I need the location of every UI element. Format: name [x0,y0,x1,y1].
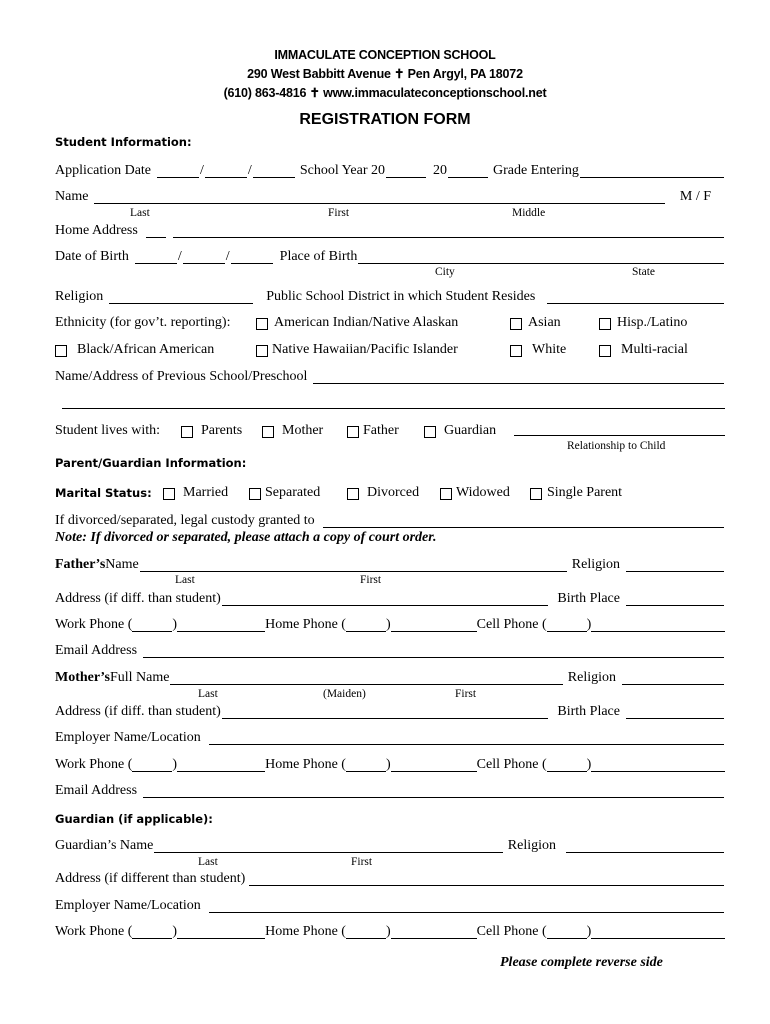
father-birth-place-field[interactable] [626,590,724,606]
father-home-area-field[interactable] [346,616,386,632]
guardian-name-field[interactable] [154,837,502,853]
paren-close: ) [172,924,178,939]
mother-email-label: Email Address [55,783,138,798]
student-name-row [55,187,725,207]
sex-options[interactable]: M / F [679,189,711,204]
dob-row [55,247,725,267]
school-name: IMMACULATE CONCEPTION SCHOOL [274,48,496,62]
mother-email-field[interactable] [143,782,724,798]
lives-father[interactable] [347,421,399,441]
paren-close: ) [586,924,592,939]
guardian-work-phone-field[interactable] [177,923,265,939]
lives-with-label: Student lives with: [55,423,160,438]
guardian-religion-label: Religion [507,838,556,853]
mother-birth-place-label: Birth Place [557,704,620,719]
application-date-label: Application Date [55,163,152,178]
father-name-field[interactable] [140,556,567,572]
father-religion-field[interactable] [626,556,724,572]
paren-close: ) [385,757,391,772]
eth-asian[interactable] [510,313,561,333]
state-caption: State [632,266,655,278]
district-field[interactable] [547,288,724,304]
eth-white[interactable] [510,340,566,360]
marital-married[interactable] [163,483,228,503]
mother-birth-place-field[interactable] [626,703,724,719]
marital-status-label: Marital Status: [55,486,152,500]
checkbox-icon[interactable] [256,318,268,330]
court-order-note: Note: If divorced or separated, please attach a copy of court order. [55,530,437,545]
option-label: Widowed [456,485,510,500]
school-year-twenty: 20 [432,163,447,178]
marital-widowed[interactable] [440,483,510,503]
mother-cell-area-field[interactable] [547,756,587,772]
lives-parents[interactable] [181,421,242,441]
father-work-area-field[interactable] [132,616,172,632]
mother-name-row [55,668,725,688]
checkbox-icon[interactable] [249,488,261,500]
mother-name-field[interactable] [170,669,562,685]
lives-mother[interactable] [262,421,323,441]
previous-school-field[interactable] [313,368,724,384]
option-label: American Indian/Native Alaskan [274,315,459,330]
last-caption: Last [130,207,150,219]
father-email-label: Email Address [55,643,138,658]
eth-hispanic[interactable] [599,313,687,333]
checkbox-icon[interactable] [163,488,175,500]
school-year-start-field[interactable] [386,162,426,178]
dob-year-field[interactable] [231,248,273,264]
application-date-row [55,161,725,181]
checkbox-icon[interactable] [440,488,452,500]
father-address-field[interactable] [222,590,549,606]
eth-black[interactable] [55,340,214,360]
mother-home-phone-field[interactable] [391,756,477,772]
guardian-work-phone-label: Work Phone ( [55,924,133,939]
slash: / [247,163,252,178]
guardian-address-label: Address (if different than student) [55,871,246,886]
student-name-field[interactable] [94,188,664,204]
guardian-cell-phone-label: Cell Phone ( [476,924,547,939]
school-header [0,46,770,103]
mother-religion-label: Religion [567,670,616,685]
app-month-field[interactable] [157,162,199,178]
father-address-label: Address (if diff. than student) [55,591,221,606]
previous-school-field-line2[interactable] [62,408,725,409]
option-label: Parents [201,423,243,438]
checkbox-icon[interactable] [347,426,359,438]
father-religion-label: Religion [571,557,620,572]
slash: / [225,249,230,264]
home-address-label: Home Address [55,223,138,238]
checkbox-icon[interactable] [530,488,542,500]
guardian-home-area-field[interactable] [346,923,386,939]
option-label: Black/African American [77,342,215,357]
father-address-row [55,589,725,609]
father-name-label: Name [105,557,139,572]
option-label: Multi-racial [621,342,688,357]
checkbox-icon[interactable] [510,318,522,330]
father-email-row [55,641,725,661]
checkbox-icon[interactable] [599,318,611,330]
custody-field[interactable] [323,512,724,528]
guardian-cell-phone-field[interactable] [591,923,725,939]
mother-employer-label: Employer Name/Location [55,730,201,745]
checkbox-icon[interactable] [510,345,522,357]
option-label: Asian [528,315,561,330]
religion-label: Religion [55,289,104,304]
eth-hawaiian[interactable] [256,340,458,360]
guardian-address-field[interactable] [249,870,724,886]
relationship-field[interactable] [514,435,725,436]
father-first-caption: First [360,574,382,586]
form-title: REGISTRATION FORM [299,111,471,128]
paren-close: ) [172,757,178,772]
grade-entering-label: Grade Entering [492,163,579,178]
mother-address-label: Address (if diff. than student) [55,704,221,719]
ethnicity-label: Ethnicity (for gov’t. reporting): [55,315,231,330]
father-home-phone-field[interactable] [391,616,477,632]
slash: / [200,163,204,178]
mother-label-bold: Mother’s [55,670,110,685]
checkbox-icon[interactable] [181,426,193,438]
mother-maiden-caption: (Maiden) [323,688,366,700]
father-cell-area-field[interactable] [547,616,587,632]
home-address-row [55,221,725,241]
option-label: Divorced [367,485,420,500]
dob-month-field[interactable] [135,248,177,264]
home-address-field[interactable] [173,222,724,238]
marital-single-parent[interactable] [530,483,622,503]
paren-close: ) [172,617,178,632]
religion-row [55,287,725,307]
marital-divorced[interactable] [347,483,419,503]
checkbox-icon[interactable] [256,345,268,357]
father-last-caption: Last [175,574,195,586]
option-label: Father [363,423,399,438]
school-address: 290 West Babbitt Avenue ✝ Pen Argyl, PA 18072 [247,67,523,81]
mother-religion-field[interactable] [622,669,724,685]
mother-first-caption: First [455,688,477,700]
mother-last-caption: Last [198,688,218,700]
father-home-phone-label: Home Phone ( [265,617,346,632]
option-label: White [532,342,567,357]
school-contact: (610) 863-4816 ✝ www.immaculateconceptionschool.net [223,86,547,100]
custody-row [55,511,725,531]
mother-work-phone-label: Work Phone ( [55,757,133,772]
father-label-bold: Father’s [55,557,106,572]
guardian-religion-field[interactable] [566,837,724,853]
paren-close: ) [586,757,592,772]
father-email-field[interactable] [143,642,724,658]
paren-close: ) [385,924,391,939]
option-label: Guardian [444,423,497,438]
mother-home-phone-label: Home Phone ( [265,757,346,772]
checkbox-icon[interactable] [424,426,436,438]
guardian-address-row [55,869,725,889]
guardian-name-label: Guardian’s Name [55,838,154,853]
mother-cell-phone-label: Cell Phone ( [476,757,547,772]
mother-address-row [55,702,725,722]
option-label: Separated [265,485,321,500]
parent-section-title: Parent/Guardian Information: [55,456,247,470]
mother-name-label: Full Name [109,670,170,685]
relationship-caption: Relationship to Child [567,440,666,452]
slash: / [177,249,182,264]
father-phones-row [55,615,725,635]
checkbox-icon[interactable] [599,345,611,357]
mother-email-row [55,781,725,801]
dob-day-field[interactable] [183,248,225,264]
district-label: Public School District in which Student Resides [266,289,536,304]
eth-american-indian[interactable] [256,313,458,333]
school-year-label: School Year 20 [299,163,385,178]
guardian-home-phone-label: Home Phone ( [265,924,346,939]
father-name-row [55,555,725,575]
lives-guardian[interactable] [424,421,496,441]
guardian-employer-label: Employer Name/Location [55,898,201,913]
father-work-phone-field[interactable] [177,616,265,632]
option-label: Mother [282,423,324,438]
app-day-field[interactable] [205,162,247,178]
custody-label: If divorced/separated, legal custody granted to [55,513,315,528]
dob-label: Date of Birth [55,249,129,264]
mother-work-area-field[interactable] [132,756,172,772]
option-label: Native Hawaiian/Pacific Islander [272,342,458,357]
name-label: Name [55,189,89,204]
option-label: Single Parent [547,485,623,500]
paren-close: ) [385,617,391,632]
guardian-employer-row [55,896,725,916]
father-work-phone-label: Work Phone ( [55,617,133,632]
guardian-employer-field[interactable] [209,897,724,913]
eth-multiracial[interactable] [599,340,688,360]
checkbox-icon[interactable] [347,488,359,500]
mother-employer-field[interactable] [209,729,724,745]
father-cell-phone-label: Cell Phone ( [476,617,547,632]
middle-caption: Middle [512,207,546,219]
mother-home-area-field[interactable] [346,756,386,772]
city-caption: City [435,266,455,278]
checkbox-icon[interactable] [262,426,274,438]
paren-close: ) [586,617,592,632]
reverse-side-note: Please complete reverse side [500,955,663,970]
home-address-field-start[interactable] [146,222,166,238]
guardian-home-phone-field[interactable] [391,923,477,939]
guardian-phones-row [55,922,725,942]
option-label: Married [183,485,229,500]
pob-label: Place of Birth [279,249,358,264]
mother-work-phone-field[interactable] [177,756,265,772]
mother-phones-row [55,755,725,775]
school-year-end-field[interactable] [448,162,488,178]
guardian-first-caption: First [351,856,373,868]
guardian-last-caption: Last [198,856,218,868]
mother-address-field[interactable] [222,703,549,719]
mother-employer-row [55,728,725,748]
grade-entering-field[interactable] [580,162,724,178]
guardian-cell-area-field[interactable] [547,923,587,939]
guardian-work-area-field[interactable] [132,923,172,939]
option-label: Hisp./Latino [617,315,688,330]
app-year-field[interactable] [253,162,295,178]
student-section-title: Student Information: [55,135,192,149]
marital-separated[interactable] [249,483,320,503]
mother-cell-phone-field[interactable] [591,756,725,772]
guardian-section-title: Guardian (if applicable): [55,812,213,826]
father-birth-place-label: Birth Place [557,591,620,606]
guardian-name-row [55,836,725,856]
checkbox-icon[interactable] [55,345,67,357]
previous-school-label: Name/Address of Previous School/Preschool [55,369,308,384]
previous-school-row [55,367,725,387]
first-caption: First [328,207,350,219]
pob-field[interactable] [358,248,724,264]
religion-field[interactable] [109,288,253,304]
father-cell-phone-field[interactable] [591,616,725,632]
